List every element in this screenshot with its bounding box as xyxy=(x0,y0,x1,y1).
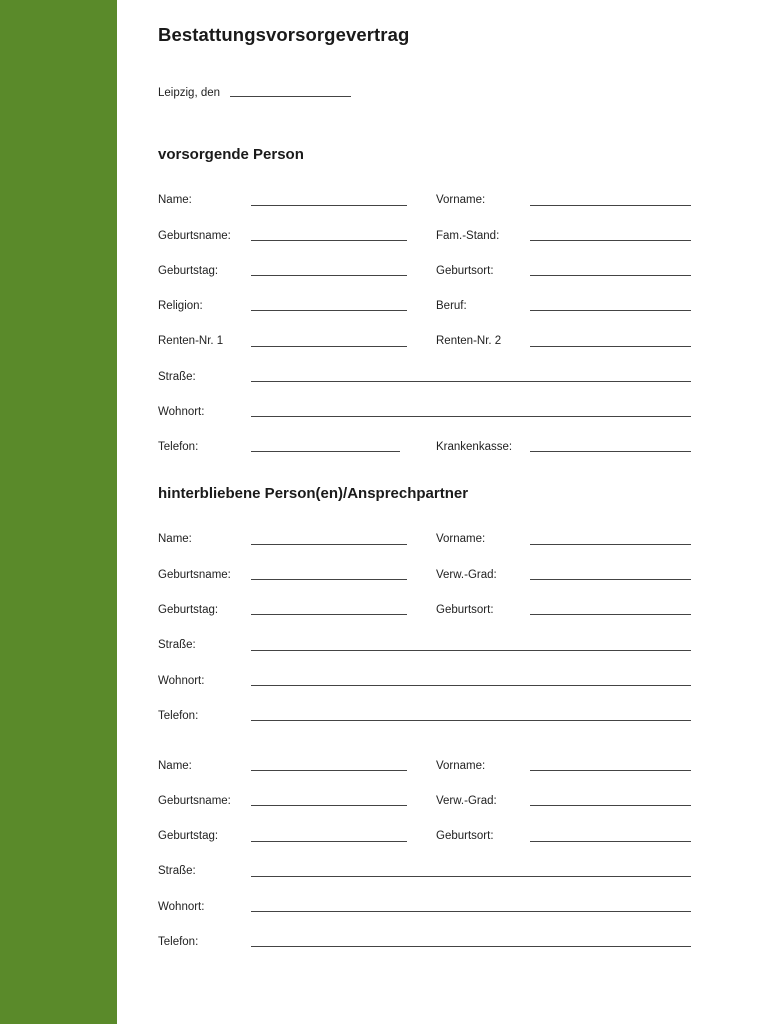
verw-grad-label: Verw.-Grad: xyxy=(436,795,497,807)
strasse-label: Straße: xyxy=(158,865,196,877)
wohnort-label: Wohnort: xyxy=(158,901,205,913)
date-label: Leipzig, den xyxy=(158,87,221,99)
geburtstag-label: Geburtstag: xyxy=(158,830,219,842)
wohnort-field[interactable] xyxy=(251,416,691,417)
telefon-field[interactable] xyxy=(251,720,691,721)
geburtsname-field[interactable] xyxy=(251,240,407,241)
renten-nr-1-field[interactable] xyxy=(251,346,407,347)
geburtsname-field[interactable] xyxy=(251,579,407,580)
telefon-label: Telefon: xyxy=(158,936,199,948)
wohnort-field[interactable] xyxy=(251,685,691,686)
name-label: Name: xyxy=(158,760,192,772)
strasse-field[interactable] xyxy=(251,381,691,382)
beruf-field[interactable] xyxy=(530,310,691,311)
krankenkasse-label: Krankenkasse: xyxy=(436,441,513,453)
geburtsort-field[interactable] xyxy=(530,275,691,276)
name-label: Name: xyxy=(158,533,192,545)
krankenkasse-field[interactable] xyxy=(530,451,691,452)
fam-stand-label: Fam.-Stand: xyxy=(436,230,500,242)
name-field[interactable] xyxy=(251,205,407,206)
green-sidebar xyxy=(0,0,117,1024)
name-label: Name: xyxy=(158,194,192,206)
strasse-label: Straße: xyxy=(158,371,196,383)
verw-grad-field[interactable] xyxy=(530,579,691,580)
religion-field[interactable] xyxy=(251,310,407,311)
renten-nr-1-label: Renten-Nr. 1 xyxy=(158,335,224,347)
geburtsname-field[interactable] xyxy=(251,805,407,806)
beruf-label: Beruf: xyxy=(436,300,467,312)
religion-label: Religion: xyxy=(158,300,203,312)
vorname-label: Vorname: xyxy=(436,194,486,206)
name-field[interactable] xyxy=(251,770,407,771)
telefon-field[interactable] xyxy=(251,946,691,947)
geburtstag-field[interactable] xyxy=(251,275,407,276)
vorname-field[interactable] xyxy=(530,770,691,771)
geburtsort-field[interactable] xyxy=(530,841,691,842)
vorname-label: Vorname: xyxy=(436,533,486,545)
verw-grad-label: Verw.-Grad: xyxy=(436,569,497,581)
section-heading-vorsorgende-person: vorsorgende Person xyxy=(158,146,304,163)
geburtstag-label: Geburtstag: xyxy=(158,265,219,277)
geburtstag-field[interactable] xyxy=(251,841,407,842)
strasse-field[interactable] xyxy=(251,876,691,877)
date-field[interactable] xyxy=(230,96,351,97)
verw-grad-field[interactable] xyxy=(530,805,691,806)
geburtstag-label: Geburtstag: xyxy=(158,604,219,616)
section-heading-hinterbliebene: hinterbliebene Person(en)/Ansprechpartner xyxy=(158,485,469,502)
geburtsname-label: Geburtsname: xyxy=(158,569,231,581)
geburtstag-field[interactable] xyxy=(251,614,407,615)
telefon-label: Telefon: xyxy=(158,441,199,453)
wohnort-field[interactable] xyxy=(251,911,691,912)
renten-nr-2-label: Renten-Nr. 2 xyxy=(436,335,502,347)
vorname-field[interactable] xyxy=(530,544,691,545)
geburtsort-field[interactable] xyxy=(530,614,691,615)
vorname-field[interactable] xyxy=(530,205,691,206)
name-field[interactable] xyxy=(251,544,407,545)
fam-stand-field[interactable] xyxy=(530,240,691,241)
wohnort-label: Wohnort: xyxy=(158,675,205,687)
geburtsort-label: Geburtsort: xyxy=(436,830,494,842)
renten-nr-2-field[interactable] xyxy=(530,346,691,347)
vorname-label: Vorname: xyxy=(436,760,486,772)
document-title: Bestattungsvorsorgevertrag xyxy=(158,24,410,45)
wohnort-label: Wohnort: xyxy=(158,406,205,418)
strasse-label: Straße: xyxy=(158,639,196,651)
geburtsname-label: Geburtsname: xyxy=(158,230,231,242)
strasse-field[interactable] xyxy=(251,650,691,651)
telefon-label: Telefon: xyxy=(158,710,199,722)
geburtsname-label: Geburtsname: xyxy=(158,795,231,807)
telefon-field[interactable] xyxy=(251,451,400,452)
geburtsort-label: Geburtsort: xyxy=(436,265,494,277)
geburtsort-label: Geburtsort: xyxy=(436,604,494,616)
